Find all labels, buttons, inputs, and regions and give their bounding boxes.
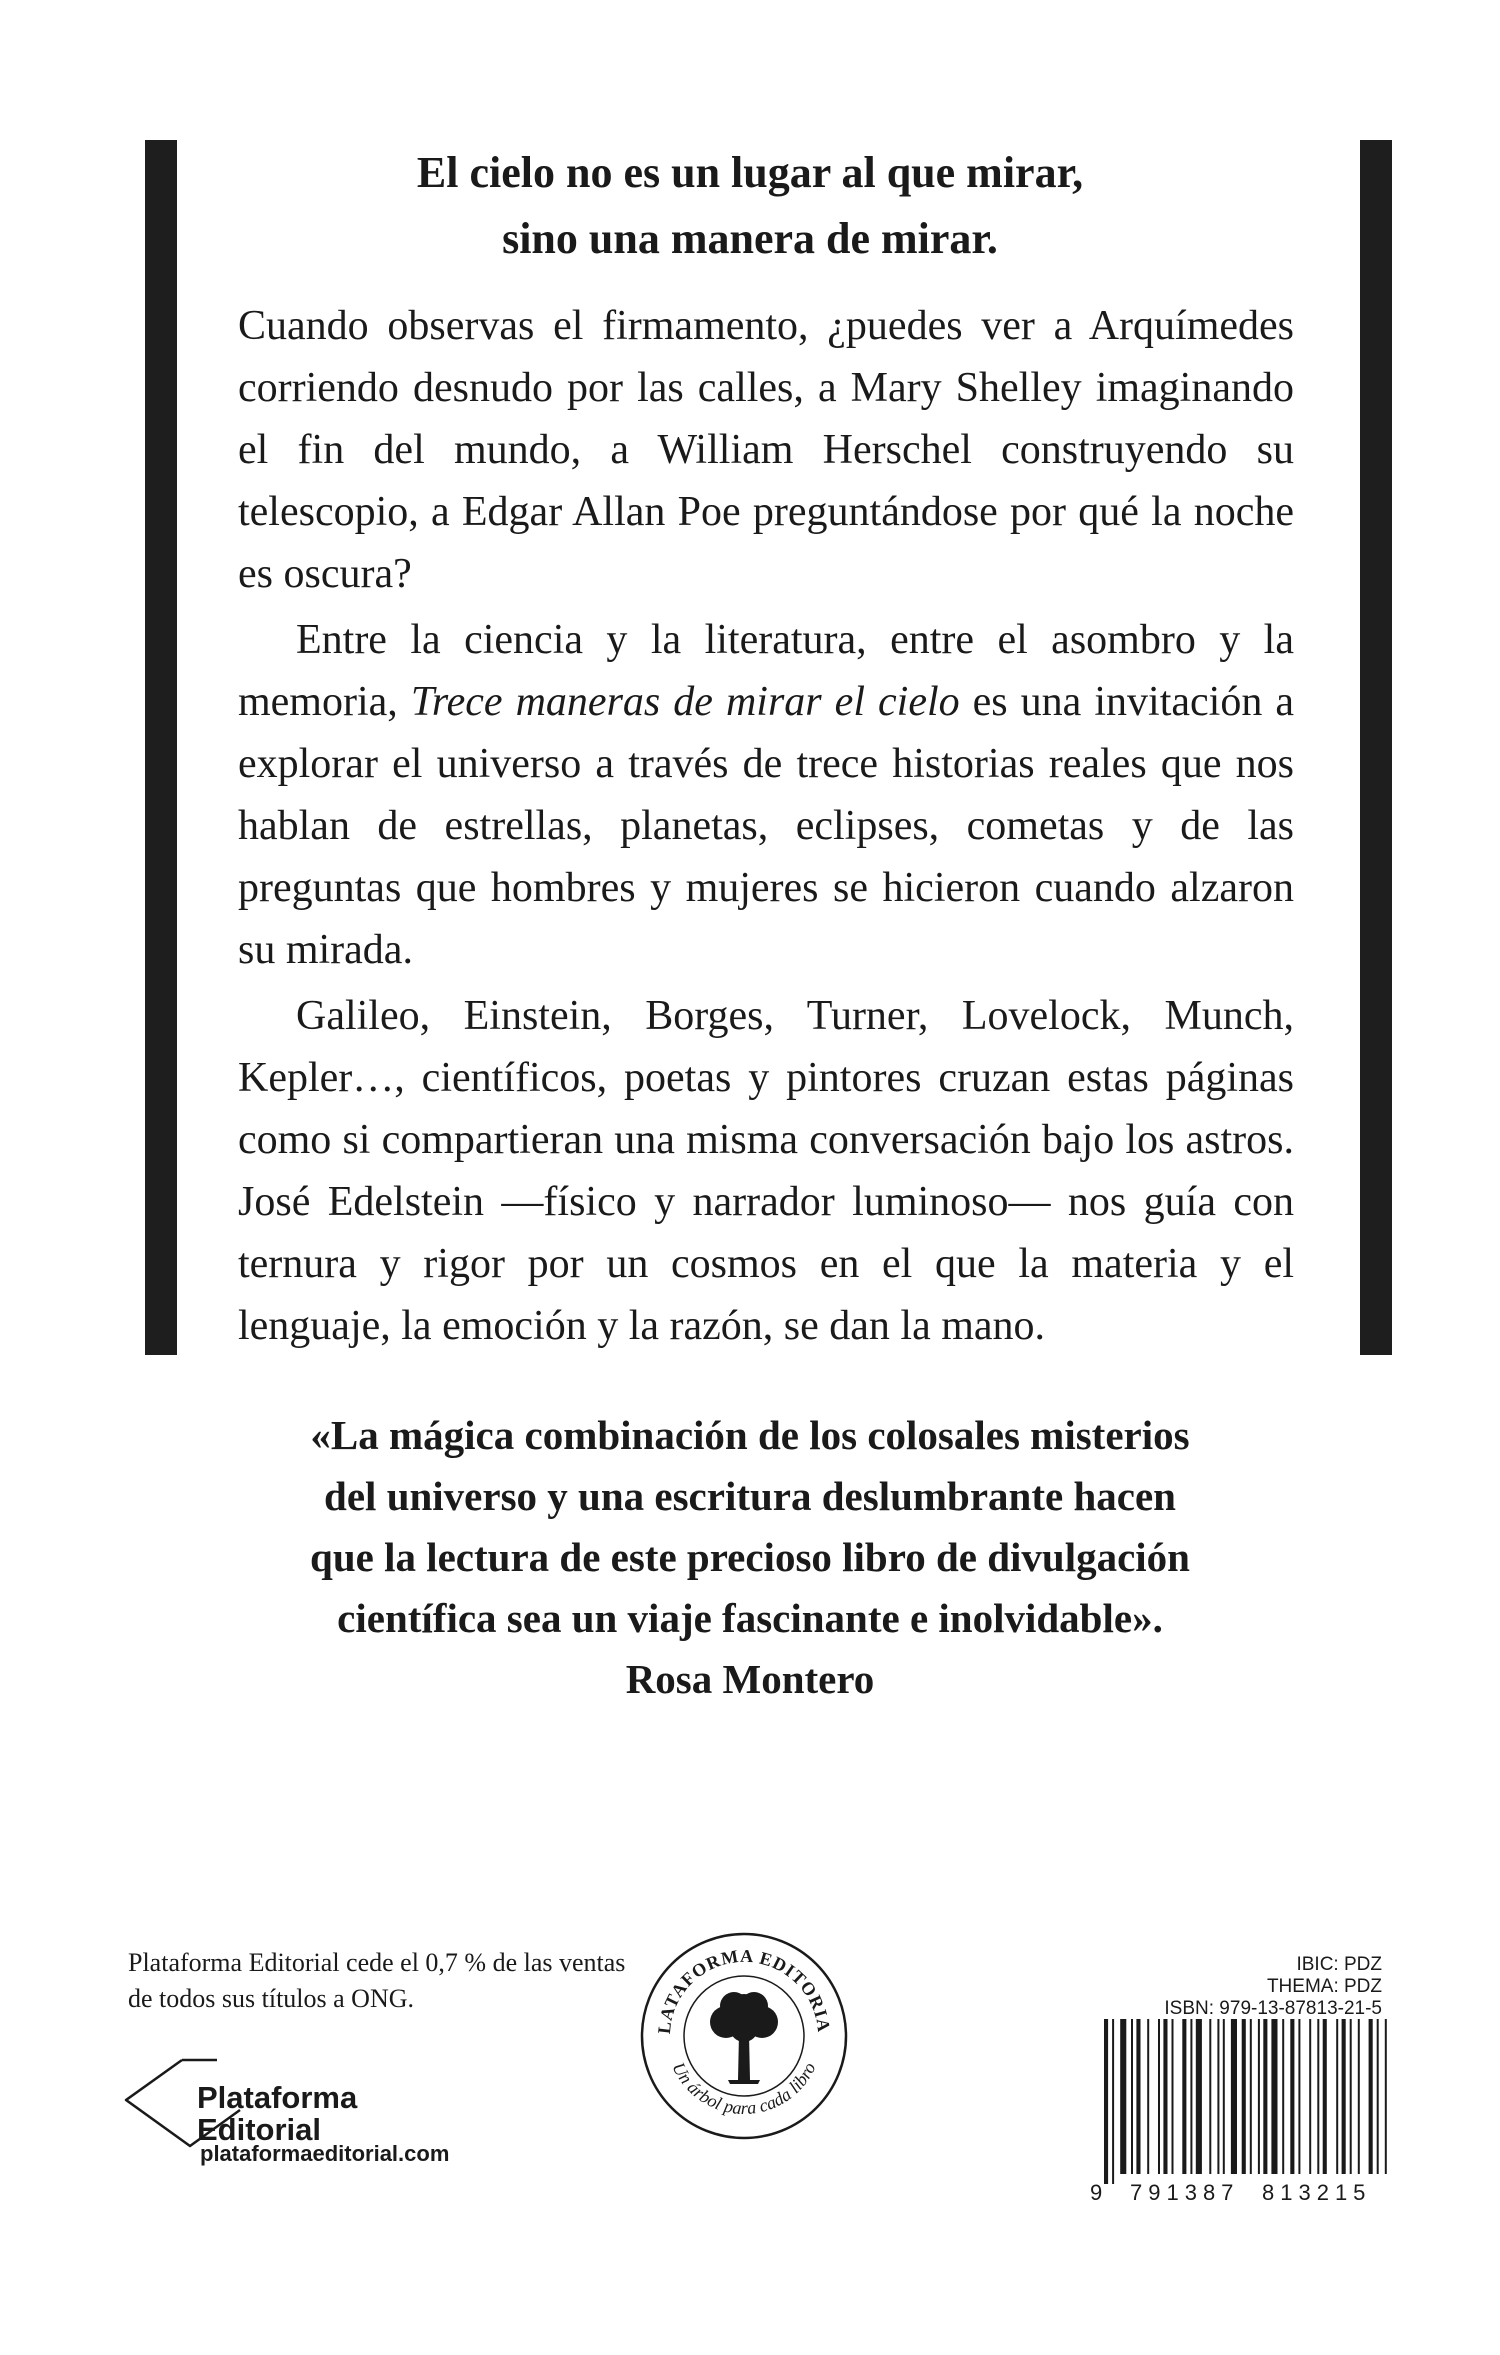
quote-line-1: «La mágica combinación de los colosales misterios <box>310 1412 1190 1458</box>
blurb-paragraph-1: Cuando observas el firmamento, ¿puedes ver a Arquímedes corriendo desnudo por las calles, a Mary Shelley imaginando el fin del mundo, a William Herschel construyendo su telescopio, a Edgar Allan Poe preguntándose por qué la noche es oscura? <box>238 303 1294 597</box>
review-quote <box>200 1405 1300 1710</box>
barcode-bar <box>1242 2019 1246 2174</box>
barcode-bar <box>1163 2019 1167 2174</box>
barcode-bar <box>1317 2019 1319 2174</box>
blurb-paragraph-2-end: es una invitación a explorar el universo a través de trece historias reales que nos hablan de estrellas, planetas, eclipses, cometas y de las preguntas que hombres y mujeres se hicieron cuando alzaron su mirada. <box>238 679 1294 973</box>
logo-line-2: Editorial <box>197 2112 322 2147</box>
barcode-bar <box>1342 2019 1346 2174</box>
left-decorative-bar <box>145 140 177 1355</box>
barcode-bar <box>1209 2019 1211 2174</box>
barcode-bar <box>1112 2019 1114 2184</box>
quote-line-4: científica sea un viaje fascinante e inolvidable». <box>337 1595 1163 1641</box>
blurb-paragraph-2-start: Entre la ciencia y la literatura, entre el asombro y la memoria, <box>238 617 1294 725</box>
seal-bottom-text: Un árbol para cada libro <box>668 2058 820 2119</box>
barcode-bar <box>1250 2019 1252 2174</box>
donation-line-1: Plataforma Editorial cede el 0,7 % de las ventas <box>128 1948 626 1977</box>
barcode-bar <box>1290 2019 1294 2174</box>
barcode-bar <box>1323 2019 1327 2174</box>
tree-seal-icon <box>638 1930 850 2142</box>
tree-icon <box>710 1992 778 2084</box>
barcode-bar <box>1336 2019 1338 2174</box>
barcode-bar <box>1231 2019 1237 2174</box>
seal-top-text: LATAFORMA EDITORIA <box>653 1945 835 2035</box>
barcode-bar <box>1196 2019 1202 2174</box>
ibic-code: IBIC: PDZ <box>1296 1954 1382 1975</box>
book-title: Trece maneras de mirar el cielo <box>410 679 960 725</box>
barcode-digits-right: 813215 <box>1262 2180 1372 2205</box>
quote-line-2: del universo y una escritura deslumbrante hacen <box>324 1473 1176 1519</box>
tagline <box>240 140 1260 272</box>
blurb <box>238 295 1294 1357</box>
barcode-bar <box>1136 2019 1140 2174</box>
quote-author: Rosa Montero <box>625 1656 875 1702</box>
logo-line-1: Plataforma <box>197 2080 358 2115</box>
right-decorative-bar <box>1360 140 1392 1355</box>
barcode-digits-left: 791387 <box>1130 2180 1240 2205</box>
barcode-bar <box>1271 2019 1277 2174</box>
barcode-bar <box>1104 2019 1108 2184</box>
barcode-bar <box>1377 2019 1379 2174</box>
barcode-bar <box>1282 2019 1284 2174</box>
tagline-line-1: El cielo no es un lugar al que mirar, <box>416 148 1084 197</box>
barcode-bar <box>1298 2019 1300 2174</box>
classification-codes <box>1090 1954 1382 2020</box>
isbn-code: ISBN: 979-13-87813-21-5 <box>1164 1998 1382 2019</box>
barcode-bar <box>1223 2019 1225 2174</box>
donation-note <box>128 1945 648 2017</box>
thema-code: THEMA: PDZ <box>1266 1976 1382 1997</box>
donation-line-2: de todos sus títulos a ONG. <box>128 1984 414 2013</box>
publisher-logo <box>122 2042 422 2202</box>
barcode-bar <box>1147 2019 1149 2174</box>
publisher-website: plataformaeditorial.com <box>200 2141 450 2166</box>
blurb-paragraph-3: Galileo, Einstein, Borges, Turner, Lovelock, Munch, Kepler…, científicos, poetas y pintores cruzan estas páginas como si compartieran una misma conversación bajo los astros. José Edelstein —físico y narrador luminoso— nos guía con ternura y rigor por un cosmos en el que la materia y el lenguaje, la emoción y la razón, se dan la mano. <box>238 993 1294 1349</box>
barcode-bar <box>1182 2019 1186 2174</box>
barcode-bar <box>1263 2019 1267 2174</box>
barcode-bar <box>1369 2019 1373 2174</box>
quote-line-3: que la lectura de este precioso libro de divulgación <box>310 1534 1190 1580</box>
barcode-bar <box>1172 2019 1174 2174</box>
barcode-bar <box>1217 2019 1219 2174</box>
barcode-bar <box>1258 2019 1260 2174</box>
barcode-bar <box>1309 2019 1311 2174</box>
barcode-bar <box>1120 2019 1126 2174</box>
barcode-bar <box>1350 2019 1352 2174</box>
barcode-bar <box>1131 2019 1133 2174</box>
barcode-bar <box>1158 2019 1160 2174</box>
barcode-digits <box>1090 2180 1390 2208</box>
barcode-bar <box>1358 2019 1360 2174</box>
isbn-barcode <box>1090 2019 1390 2184</box>
tagline-line-2: sino una manera de mirar. <box>502 214 998 263</box>
barcode-digit-first: 9 <box>1090 2180 1103 2205</box>
blurb-paragraph-2 <box>238 609 1294 981</box>
tree-seal <box>638 1930 850 2142</box>
barcode-bar <box>1385 2019 1387 2174</box>
logo-wordmark <box>197 2082 357 2146</box>
barcode-bar <box>1190 2019 1192 2174</box>
